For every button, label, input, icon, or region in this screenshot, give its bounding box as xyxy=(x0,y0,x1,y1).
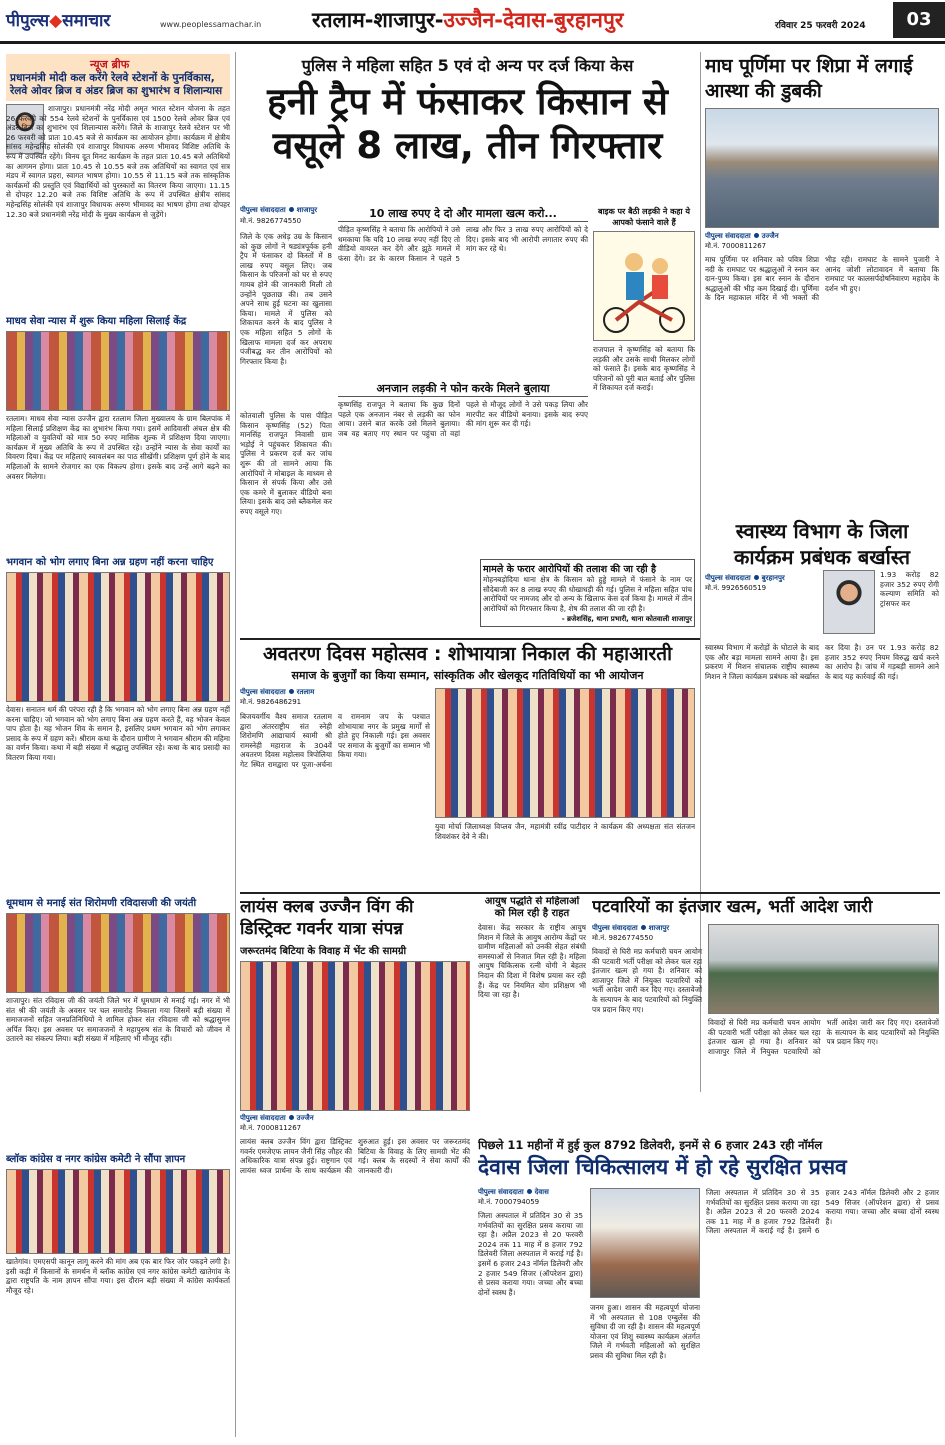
story-headline: लायंस क्लब उज्जैन विंग की डिस्ट्रिक्ट गवर्नर यात्रा संपन्न xyxy=(240,897,414,939)
reporter-mobile: मो.नं. 9826774550 xyxy=(240,217,302,225)
story-text: जिला अस्पताल में प्रतिदिन 30 से 35 गर्भवतियों का सुरक्षित प्रसव कराया जा रहा है। अप्रैल 2023 से 20 फरवरी 2024 तक 11 माह में 8 हजार 792 डिलेवरी जिला अस्पताल में कराई गई है। इसमें 6 हजार 243 नॉर्मल डिलेवरी और 2 हजार 549 सिजर (ऑपरेशन द्वारा) से प्रसव कराया गया। जच्चा और बच्चा दोनों स्वस्थ हैं। xyxy=(478,1211,583,1297)
story-text: विवादों से घिरी मप्र कर्मचारी चयन आयोग की पटवारी भर्ती परीक्षा को लेकर चल रहा इंतजार खत्म हो गया है। शनिवार को शाजापुर जिले में नियुक्त पटवारियों को भर्ती आदेश जारी कर दिए गए। दस्तावेजों के सत्यापन के बाद पटवारियों को नियुक्ति पत्र प्रदान किए गए। xyxy=(708,1018,939,1056)
lead-text: कोतवाली पुलिस के पास पीड़ित किसान कृष्णसिंह (52) पिता मानसिंह राजपूत निवासी ग्राम भड़ोई ने पहुंचकर शिकायत की। पुलिस ने प्रकरण दर्ज कर जांच शुरू की तो सामने आया कि आरोपियों ने मोबाइल के माध्यम से किसान से संपर्क किया और उसे एक कमरे में बुलाकर वीडियो बना लिया। इसके बाद उसे ब्लैकमेल कर रुपए वसूले गए। xyxy=(240,411,332,516)
issue-date: रविवार 25 फरवरी 2024 xyxy=(775,21,866,31)
byline: पीपुल्स संवाददाता उज्जैन xyxy=(705,232,779,240)
story-text: खातेगांव। एमएसपी कानून लागू करने की मांग अब एक बार फिर जोर पकड़ने लगी है। इसी कड़ी में किसानों के समर्थन में ब्लॉक कांग्रेस एवं नगर कांग्रेस कमेटी खातेगांव के द्वारा राष्ट्रपति के नाम ज्ञापन सौंपा गया। इस दौरान बड़ी संख्या में कांग्रेस कार्यकर्ता मौजूद रहे। xyxy=(6,1257,230,1295)
lions-club-photo xyxy=(240,961,470,1111)
box-credit: - ब्रजेशसिंह, थाना प्रभारी, थाना कोतवाली शाजापुर xyxy=(561,615,692,623)
lead-headline-line1: हनी ट्रैप में फंसाकर किसान से xyxy=(267,80,668,123)
page-number: 03 xyxy=(893,2,945,38)
byline: पीपुल्स संवाददाता रतलाम xyxy=(240,688,315,696)
side-text: राजपाल ने कृष्णसिंह को बताया कि लड़की और उसके साथी मिलकर लोगों को फंसाते हैं। इसके बाद कृष्णसिंह ने परिजनों को पूरी बात बताई और पुलिस में शिकायत दर्ज कराई। xyxy=(593,345,695,393)
lions-story xyxy=(240,896,470,1436)
health-story xyxy=(705,518,939,888)
story-text: रतलाम। माधव सेवा न्यास उज्जैन द्वारा रतलाम जिला मुख्यालय के ग्राम बिलपांक में महिला सिलाई प्रशिक्षण केंद्र का शुभारंभ किया गया। इसमें आदिवासी अंचल क्षेत्र की महिलाओं व युवतियों को मात्र 50 रुपए मासिक शुल्क में प्रशिक्षण दिया जाएगा। कार्यक्रम में मुख्य अतिथि के रूप में उपस्थित रहे। उन्होंने न्यास के सेवा कार्यों का विवरण दिया। केंद्र पर महिलाएं स्वावलंबन का पाठ सीखेंगी। प्रशिक्षण पूर्ण होने के बाद महिलाओं के सामने रोजगार का एक विकल्प होगा। इसके बाद उन्हें आगे बढ़ने का अवसर मिलेगा। xyxy=(6,414,230,481)
story-headline: पटवारियों का इंतजार खत्म, भर्ती आदेश जारी xyxy=(592,897,873,917)
box-text: पीड़ित कृष्णसिंह ने बताया कि आरोपियों ने उसे धमकाया कि यदि 10 लाख रुपए नहीं दिए तो वीडियो वायरल कर देंगे और झूठे मामले में फंसा देंगे। डर के कारण किसान ने पहले 5 लाख और फिर 3 लाख रुपए आरोपियों को दे दिए। इसके बाद भी आरोपी लगातार रुपए की मांग कर रहे थे। xyxy=(338,225,588,263)
lead-kicker: पुलिस ने महिला सहित 5 एवं दो अन्य पर दर्ज किया केस xyxy=(301,56,634,75)
story-text: माघ पूर्णिमा पर शनिवार को पवित्र शिप्रा नदी के रामघाट पर श्रद्धालुओं ने स्नान कर दान-पुण्य किया। इस बार स्नान के दौरान श्रद्धालुओं की भीड़ कम दिखाई दी। पूर्णिमा के दिन महाकाल मंदिर में भी भक्तों की भीड़ रही। रामघाट के सामने पुजारी ने आनंद जोशी लोटावादन में बताया कि रामघाट पर कालसर्पदोषनिवारण महादेव के दर्शन भी हुए। xyxy=(705,255,939,303)
story-text: जिला अस्पताल में प्रतिदिन 30 से 35 गर्भवतियों का सुरक्षित प्रसव कराया जा रहा है। अप्रैल 2023 से 20 फरवरी 2024 तक 11 माह में 8 हजार 792 डिलेवरी जिला अस्पताल में कराई गई है। इसमें 6 हजार 243 नॉर्मल डिलेवरी और 2 हजार 549 सिजर (ऑपरेशन द्वारा) से प्रसव कराया गया। जच्चा और बच्चा दोनों स्वस्थ हैं। xyxy=(706,1188,939,1236)
cartoon-caption: बाइक पर बैठी लड़की ने कहा ये आपको फंसाने वाले हैं xyxy=(598,207,690,227)
story-text: लायंस क्लब उज्जैन विंग द्वारा डिस्ट्रिक्ट गवर्नर एमजेएफ लायन जैनी सिंह जौहर की अधिकारिक यात्रा संपन्न हुई। राष्ट्रगान एवं लायंस ध्वज प्रार्थना के साथ कार्यक्रम की शुरुआत हुई। इस अवसर पर जरूरतमंद बिटिया के विवाह के लिए सामग्री भेंट की गई। क्लब के सदस्यों ने सेवा कार्यों की जानकारी दी। xyxy=(240,1137,470,1175)
shipra-river-photo xyxy=(705,108,939,228)
news-brief-box xyxy=(6,54,230,101)
reporter-mobile: मो.नं. 7000811267 xyxy=(705,242,767,250)
cartoon-illustration xyxy=(593,231,695,341)
reporter-mobile: मो.नं. 7000794059 xyxy=(478,1198,540,1206)
story-text: विवादों से घिरी मप्र कर्मचारी चयन आयोग की पटवारी भर्ती परीक्षा को लेकर चल रहा इंतजार खत्म हो गया है। शनिवार को शाजापुर जिले में नियुक्त पटवारियों को भर्ती आदेश जारी कर दिए गए। दस्तावेजों के सत्यापन के बाद पटवारियों को नियुक्ति पत्र प्रदान किए गए। xyxy=(592,947,702,1014)
patwari-office-photo xyxy=(708,924,939,1014)
reporter-mobile: मो.नं. 9926560519 xyxy=(705,584,767,592)
box-text: मोहनबड़ोदिया थाना क्षेत्र के किसान को हुड्डे मामले में फंसाने के नाम पर सौदेबाजी कर 8 लाख रुपए की धोखाधड़ी की गई। पुलिस ने महिला सहित पांच आरोपियों पर नामजद और दो अन्य के खिलाफ केस दर्ज किया है। मामले में तीन आरोपियों को गिरफ्तार किया है, शेष की तलाश की जा रही है। xyxy=(483,575,692,613)
story-headline: प्रधानमंत्री मोदी कल करेंगे रेलवे स्टेशनों के पुनर्विकास, रेलवे ओवर ब्रिज व अंडर ब्रिज का शुभारंभ व शिलान्यास xyxy=(10,72,223,97)
lead-text: जिले के एक अधेड़ उम्र के किसान को कुछ लोगों ने षड्यंत्रपूर्वक हनी ट्रैप में फंसाकर दो किस्तों में 8 लाख रुपए वसूल लिए। जब किसान के परिजनों को घर से रुपए गायब होने की जानकारी मिली तो उन्होंने पूछताछ की। तब उसने अपने साथ हुई घटना का खुलासा किया। मामले में पुलिस को शिकायत करने के बाद पुलिस ने एक महिला सहित 5 लोगों के खिलाफ मामला दर्ज कर अपराध पंजीबद्ध कर तीन आरोपियों को गिरफ्तार किया है। xyxy=(240,232,332,366)
shobhayatra-photo xyxy=(435,688,695,818)
lead-story xyxy=(240,54,695,634)
box-title: अनजान लड़की ने फोन करके मिलने बुलाया xyxy=(338,381,588,397)
congress-memorandum-photo xyxy=(6,1169,230,1254)
story-text: देवास। सनातन धर्म की परंपरा रही है कि भगवान को भोग लगाए बिना अन्न ग्रहण नहीं करना चाहिए। जो भगवान को भोग लगाए बिना अन्न ग्रहण करते हैं, वह भोजन केवल पाप होता है। यह भोजन शिव के समान है, इसलिए प्रथम भगवान को भोग लगाकर प्रसाद के रूप में ग्रहण करें। श्रीराम कथा के दौरान ग्रामीण ने भगवान श्रीराम की महिमा का वर्णन किया। कथा में बड़ी संख्या में श्रद्धालु उपस्थित रहे। कथा के बाद प्रसादी का वितरण किया गया। xyxy=(6,705,230,762)
reporter-mobile: मो.नं. 9826486291 xyxy=(240,698,302,706)
byline: पीपुल्स संवाददाता शाजापुर xyxy=(240,206,318,214)
byline: पीपुल्स संवाददाता शाजापुर xyxy=(592,924,670,932)
sewing-centre-photo xyxy=(6,331,230,411)
story-headline: धूमधाम से मनाई संत शिरोमणी रविदासजी की जयंती xyxy=(6,898,197,909)
district-hospital-photo xyxy=(590,1188,700,1298)
story-headline: माघ पूर्णिमा पर शिप्रा में लगाई आस्था की डुबकी xyxy=(705,55,913,102)
website-url[interactable]: www.peoplessamachar.in xyxy=(160,20,262,29)
story-headline: देवास जिला चिकित्सालय में हो रहे सुरक्षित प्रसव xyxy=(478,1155,847,1179)
ravidas-jayanti-photo xyxy=(6,913,230,993)
story-text: स्वास्थ्य विभाग में करोड़ों के घोटाले के बाद एक और बड़ा मामला सामने आया है। इस प्रकरण में मिशन संचालक राष्ट्रीय स्वास्थ्य मिशन ने जिला कार्यक्रम प्रबंधक को बर्खास्त कर दिया है। उन पर 1.93 करोड़ 82 हजार 352 रुपए नियम विरुद्ध खर्च करने का आरोप है। जांच में गड़बड़ी सामने आने के बाद यह कार्रवाई की गई। xyxy=(705,643,939,681)
bike-cartoon-icon xyxy=(594,232,694,340)
patwari-story xyxy=(592,896,939,1136)
left-column xyxy=(6,54,230,1439)
news-brief-label: न्यूज ब्रीफ xyxy=(90,58,130,71)
reporter-mobile: मो.नं. 7000811267 xyxy=(240,1124,302,1132)
section-rule xyxy=(240,892,940,894)
story-text: शाजापुर। संत रविदास जी की जयंती जिले भर में धूमधाम से मनाई गई। नगर में भी संत श्री की जयंती के अवसर पर चल समारोह निकाला गया जिसमें बड़ी संख्या में समाजजनों सहित जनप्रतिनिधियों ने शामिल होकर संत रविदास जी को श्रद्धासुमन अर्पित किए। इस अवसर पर समाजजनों ने महापुरुष संत के विचारों को जीवन में उतारने का संकल्प लिया। बड़ी संख्या में महिलाएं भी मौजूद रहीं। xyxy=(6,996,230,1044)
avataran-story xyxy=(240,642,695,887)
newspaper-logo: पीपुल्स◆समाचार xyxy=(6,11,111,31)
story-text: देवास। केंद्र सरकार के राष्ट्रीय आयुष मिशन में जिले के आयुष आरोग्य केंद्रों पर ग्रामीण महिलाओं को उनकी सेहत संबंधी समस्याओं से निजात मिल रही है। महिला आयुष चिकित्सक रत्नी योगी ने बेहतर निदान की दिशा में विशेष प्रयास कर रही हैं। केंद्र पर नियमित योग प्रशिक्षण भी दिया जा रहा है। xyxy=(478,923,586,1000)
story-headline: ब्लॉक कांग्रेस व नगर कांग्रेस कमेटी ने सौंपा ज्ञापन xyxy=(6,1154,186,1165)
shipra-story xyxy=(705,54,939,514)
story-text: बिजयवर्गीय वैश्य समाज रतलाम द्वारा अंतरराष्ट्रीय संत स्नेही शिरोमणि आद्याचार्य स्वामी श्री रामस्नेही महाराज के 304वें अवतरण दिवस महोत्सव त्रिपोलिया गेट स्थित रामद्वारा पर पूजा-अर्चना व रामनाम जप के पश्चात शोभायात्रा नगर के प्रमुख मार्गों से होते हुए निकाली गई। इस अवसर पर समाज के बुजुर्गों का सम्मान भी किया गया। xyxy=(240,712,430,769)
byline: पीपुल्स संवाददाता उज्जैन xyxy=(240,1114,314,1122)
story-headline: भगवान को भोग लगाए बिना अन्न ग्रहण नहीं करना चाहिए xyxy=(6,557,214,568)
column-divider xyxy=(235,52,236,1437)
byline: पीपुल्स संवाददाता बुरहानपुर xyxy=(705,574,785,582)
edition-cities: रतलाम-शाजापुर-उज्जैन-देवास-बुरहानपुर xyxy=(312,8,624,32)
ayush-story xyxy=(478,896,586,1136)
story-subhead: समाज के बुजुर्गों का किया सम्मान, सांस्कृतिक और खेलकूद गतिविधियों का भी आयोजन xyxy=(291,669,644,682)
section-rule xyxy=(240,638,700,640)
reporter-mobile: मो.नं. 9826774550 xyxy=(592,934,654,942)
side-text: 1.93 करोड़ 82 हजार 352 रुपए रोगी कल्याण समिति को ट्रांसफर कर xyxy=(880,570,939,608)
story-headline: माधव सेवा न्यास में शुरू किया महिला सिलाई केंद्र xyxy=(6,316,187,327)
box-title: 10 लाख रुपए दे दो और मामला खत्म करो... xyxy=(338,206,588,222)
story-kicker: पिछले 11 महीनों में हुई कुल 8792 डिलेवरी, इनमें से 6 हजार 243 रही नॉर्मल xyxy=(478,1138,823,1152)
official-photo xyxy=(823,570,875,634)
photo-caption: युवा मोर्चा जिलाध्यक्ष विप्लव जैन, महामंत्री रवींद्र पाटीदार ने कार्यक्रम की अध्यक्षता संत संतजन शिवशंकर देवे ने की। xyxy=(435,822,695,841)
story-text: शाजापुर। प्रधानमंत्री नरेंद्र मोदी अमृत भारत स्टेशन योजना के तहत 26 फरवरी को 554 रेलवे स्टेशनों के पुनर्विकास एवं 1500 रेलवे ओवर ब्रिज एवं अंडर ब्रिज का शुभारंभ एवं शिलान्यास करेंगे। जिले के शाजापुर रेलवे स्टेशन पर भी 26 फरवरी को प्रातः 10.45 बजे से कार्यक्रम का आयोजन होगा। कार्यक्रम में क्षेत्रीय सांसद महेन्द्रसिंह सोलंकी एवं शाजापुर विधायक अरुण भीमावद विशिष्ट अतिथि के रूप में उपस्थित रहेंगे। विनय दूत मिनट कार्यक्रम के तहत प्रातः 10.45 बजे अतिथियों का आगमन होगा। प्रातः 10.45 से 10.55 बजे तक अतिथियों का स्वागत एवं सत्र मंडप में स्वागत प्रहरा, स्वागत भाषण होगा। 10.55 से 11.15 बजे तक सांस्कृतिक कार्यक्रमों की प्रस्तुति एवं विद्यार्थियों को पुरस्कारों का वितरण किया जाएगा। 11.15 से दोपहर 12.20 बजे तक विशिष्ट अतिथि के रूप में उपस्थित क्षेत्रीय सांसद महेन्द्रसिंह सोलंकी एवं शाजापुर विधायक अरुण भीमावद का भाषण होगा तथा दोपहर 12.30 बजे प्रधानमंत्री नरेंद्र मोदी के मुख्य कार्यक्रम से जुड़ेंगे। xyxy=(6,104,230,219)
story-headline: अवतरण दिवस महोत्सव : शोभायात्रा निकाल की महाआरती xyxy=(262,643,673,665)
masthead xyxy=(0,0,945,44)
dewas-story xyxy=(478,1138,939,1438)
story-headline: आयुष पद्धति से महिलाओं को मिल रही है राहत xyxy=(484,896,580,919)
byline: पीपुल्स संवाददाता देवास xyxy=(478,1188,549,1196)
story-headline: स्वास्थ्य विभाग के जिला कार्यक्रम प्रबंधक बर्खास्त xyxy=(734,519,910,569)
box-text: कृष्णसिंह राजपूत ने बताया कि कुछ दिनों पहले एक अनजान नंबर से लड़की का फोन आया। उसने बात करके उसे मिलने बुलाया। जब वह बताए गए स्थान पर पहुंचा तो वहां पहले से मौजूद लोगों ने उसे पकड़ लिया और मारपीट कर वीडियो बनाया। इसके बाद रुपए की मांग शुरू कर दी गई। xyxy=(338,400,588,438)
story-text: जनम हुआ। शासन की महत्वपूर्ण योजना में भी अस्पताल से 108 एम्बुलेंस की सुविधा दी जा रही है। शासन की महत्वपूर्ण योजना एवं शिशु स्वास्थ्य कार्यक्रम अंतर्गत जिले में गर्भवती महिलाओं को सुरक्षित प्रसव की सुविधा मिल रही है। xyxy=(590,1303,700,1360)
lead-headline-line2: वसूले 8 लाख, तीन गिरफ्तार xyxy=(272,124,663,167)
katha-photo xyxy=(6,572,230,702)
box-title: मामले के फरार आरोपियों की तलाश की जा रही है xyxy=(483,564,656,575)
story-subhead: जरूरतमंद बिटिया के विवाह में भेंट की सामग्री xyxy=(240,946,407,957)
